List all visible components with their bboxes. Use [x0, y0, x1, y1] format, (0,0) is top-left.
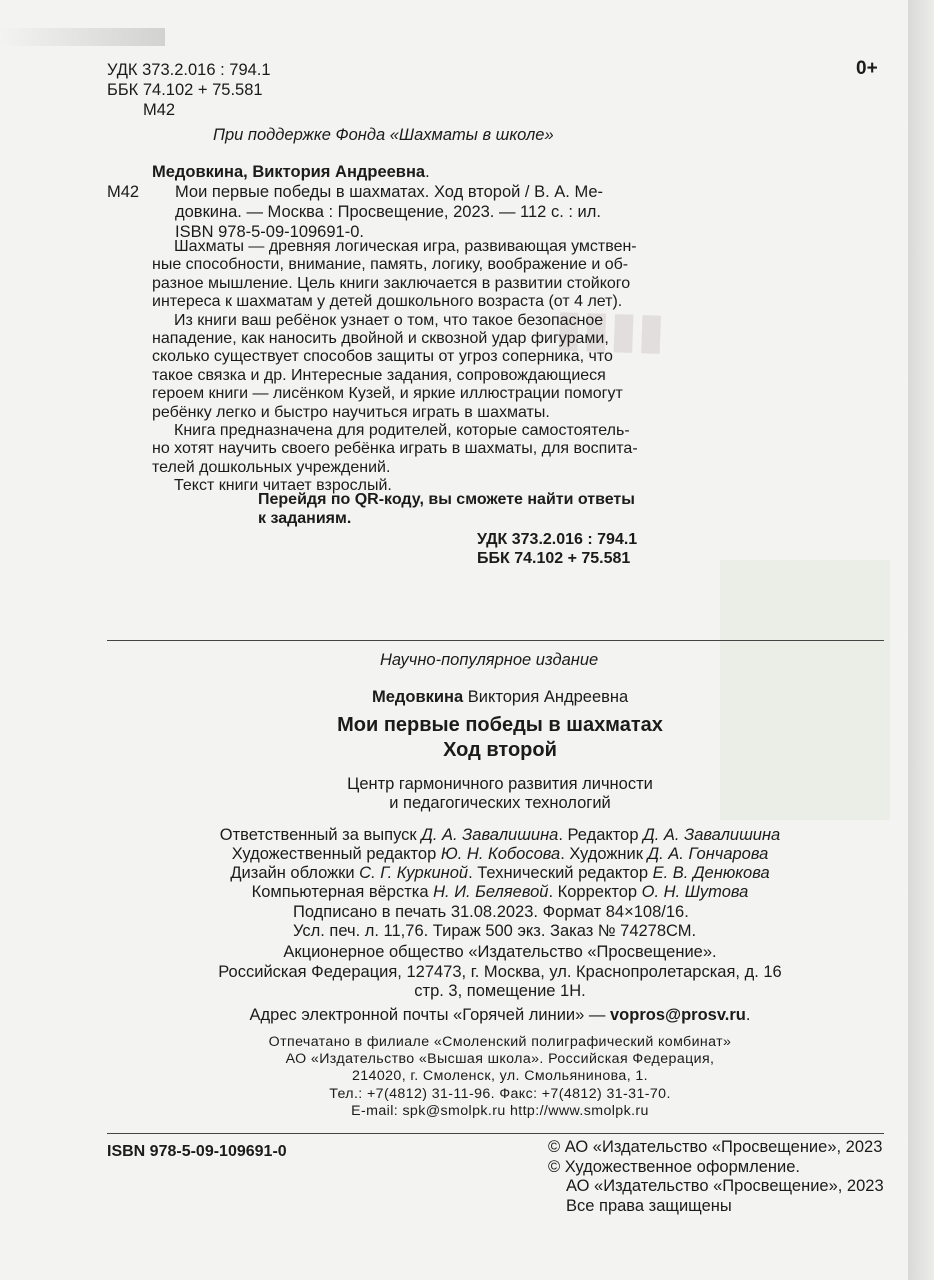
qr-note: [258, 490, 635, 528]
show-through-block: [720, 560, 890, 820]
printer-info: [180, 1034, 820, 1120]
annotation-line: Книга предназначена для родителей, которые самостоятель-: [174, 422, 630, 440]
staff-person: Д. А. Завалишина: [421, 826, 559, 844]
staff-line: [180, 845, 820, 864]
imprint-center-2: и педагогических технологий: [389, 794, 611, 812]
support-line: При поддержке Фонда «Шахматы в школе»: [213, 126, 554, 144]
staff-line: [180, 864, 820, 883]
copyright-line: АО «Издательство «Просвещение», 2023: [566, 1177, 884, 1195]
annotation-line: но хотят научить своего ребёнка играть в шахматы, для воспита-: [152, 440, 638, 458]
email-end: .: [745, 1006, 751, 1024]
footer-isbn: ISBN 978-5-09-109691-0: [107, 1143, 287, 1160]
copyright-line: © Художественное оформление.: [548, 1157, 800, 1176]
printer-line: 214020, г. Смоленск, ул. Смольянинова, 1.: [351, 1068, 649, 1085]
printer-line: АО «Издательство «Высшая школа». Российская Федерация,: [285, 1051, 715, 1068]
age-rating: 0+: [856, 58, 878, 79]
print-info-line: Усл. печ. л. 11,76. Тираж 500 экз. Заказ № 74278СМ.: [293, 922, 697, 940]
bbk-bold: ББК 74.102 + 75.581: [477, 550, 631, 567]
show-through-shape: ▮▮▮▮: [554, 299, 667, 359]
staff-role: Компьютерная вёрстка: [251, 883, 434, 901]
annotation-line: ребёнку легко и быстро научиться играть в шахматы.: [152, 403, 550, 421]
staff-role: Ответственный за выпуск: [219, 826, 422, 844]
catalog-author-line: [152, 162, 430, 182]
annotation-line: Текст книги читает взрослый.: [174, 477, 392, 495]
staff-role: . Редактор: [558, 826, 644, 844]
udk-code: УДК 373.2.016 : 794.1: [107, 61, 271, 79]
catalog-title-2: довкина. — Москва : Просвещение, 2023. — 112 с. : ил.: [175, 203, 601, 221]
bbk-code: ББК 74.102 + 75.581: [107, 81, 263, 99]
copyright-block: [548, 1138, 884, 1216]
imprint-center-1: Центр гармоничного развития личности: [347, 775, 653, 793]
staff-person: Д. А. Гончарова: [647, 845, 769, 863]
annotation-line: Из книги ваш ребёнок узнает о том, что такое безопасное: [174, 311, 604, 329]
imprint-author-name: Виктория Андреевна: [463, 688, 629, 706]
qr-note-line: Перейдя по QR-коду, вы сможете найти ответы: [258, 491, 635, 508]
print-info-line: Подписано в печать 31.08.2023. Формат 84×108/16.: [293, 903, 689, 921]
catalog-author: Медовкина, Виктория Андреевна: [152, 163, 426, 181]
email-link[interactable]: vopros@prosv.ru: [609, 1006, 746, 1024]
imprint-title: Мои первые победы в шахматах: [337, 714, 663, 736]
udk-bold: УДК 373.2.016 : 794.1: [477, 531, 638, 548]
annotation-line: такое связка и др. Интересные задания, сопровождающиеся: [152, 366, 606, 384]
staff-person: Д. А. Завалишина: [643, 826, 781, 844]
publisher-line: Акционерное общество «Издательство «Просвещение».: [283, 943, 717, 961]
hotline-email-line: [180, 1005, 820, 1025]
printer-line: Отпечатано в филиале «Смоленский полиграфический комбинат»: [268, 1034, 732, 1050]
author-code: М42: [143, 101, 176, 119]
imprint-author-surname: Медовкина: [372, 688, 464, 706]
staff-person: С. Г. Куркиной: [359, 864, 469, 882]
copyright-line: Все права защищены: [566, 1196, 732, 1215]
edition-type: Научно-популярное издание: [380, 651, 599, 669]
annotation-line: Шахматы — древняя логическая игра, развивающая умствен-: [174, 238, 637, 255]
staff-role: . Корректор: [548, 883, 642, 901]
printer-line: E-mail: spk@smolpk.ru http://www.smolpk.ru: [351, 1102, 649, 1119]
publisher-line: Российская Федерация, 127473, г. Москва, ул. Краснопролетарская, д. 16: [218, 962, 782, 981]
staff-credits: [180, 826, 820, 902]
annotation-line: телей дошкольных учреждений.: [152, 458, 391, 476]
annotation: [152, 238, 638, 496]
annotation-line: ные способности, внимание, память, логику, воображение и об-: [152, 256, 629, 274]
print-info: [293, 903, 696, 941]
catalog-title-1: Мои первые победы в шахматах. Ход второй / В. А. Ме-: [175, 183, 604, 201]
annotation-line: сколько существует способов защиты от угроз соперника, что: [152, 348, 613, 366]
staff-line: [180, 826, 820, 845]
catalog-code: М42: [107, 183, 140, 201]
staff-role: . Технический редактор: [468, 864, 653, 882]
staff-role: . Художник: [560, 845, 648, 863]
page-edge: [908, 0, 934, 1280]
annotation-line: героем книги — лисёнком Кузей, и яркие иллюстрации помогут: [152, 385, 623, 403]
publisher-line: стр. 3, помещение 1Н.: [414, 982, 586, 1000]
email-label: Адрес электронной почты «Горячей линии» —: [249, 1006, 610, 1024]
imprint-subtitle: Ход второй: [443, 739, 557, 761]
divider-bottom: [107, 1133, 884, 1134]
catalog-author-suffix: .: [425, 163, 430, 181]
annotation-line: нападение, как наносить двойной и сквозной удар фигурами,: [152, 330, 609, 348]
imprint-author: [372, 687, 628, 707]
staff-line: [180, 883, 820, 902]
staff-role: Дизайн обложки: [230, 864, 360, 882]
printer-line: Тел.: +7(4812) 31-11-96. Факс: +7(4812) 31-31-70.: [329, 1085, 671, 1102]
staff-person: Ю. Н. Кобосова: [440, 845, 561, 863]
publisher-info: [180, 943, 820, 1002]
classification-bold: [477, 530, 637, 568]
scan-strip: [0, 28, 165, 46]
qr-note-line: к заданиям.: [258, 510, 352, 527]
catalog-title-3: ISBN 978-5-09-109691-0.: [175, 223, 364, 241]
staff-person: О. Н. Шутова: [641, 883, 749, 901]
copyright-line: © АО «Издательство «Просвещение», 2023: [548, 1138, 883, 1156]
staff-person: Н. И. Беляевой: [433, 883, 549, 901]
staff-role: Художественный редактор: [231, 845, 441, 863]
annotation-line: разное мышление. Цель книги заключается в развитии стойкого: [152, 274, 631, 292]
divider: [107, 640, 884, 641]
annotation-line: интереса к шахматам у детей дошкольного возраста (от 4 лет).: [152, 293, 623, 311]
staff-person: Е. В. Денюкова: [652, 864, 770, 882]
